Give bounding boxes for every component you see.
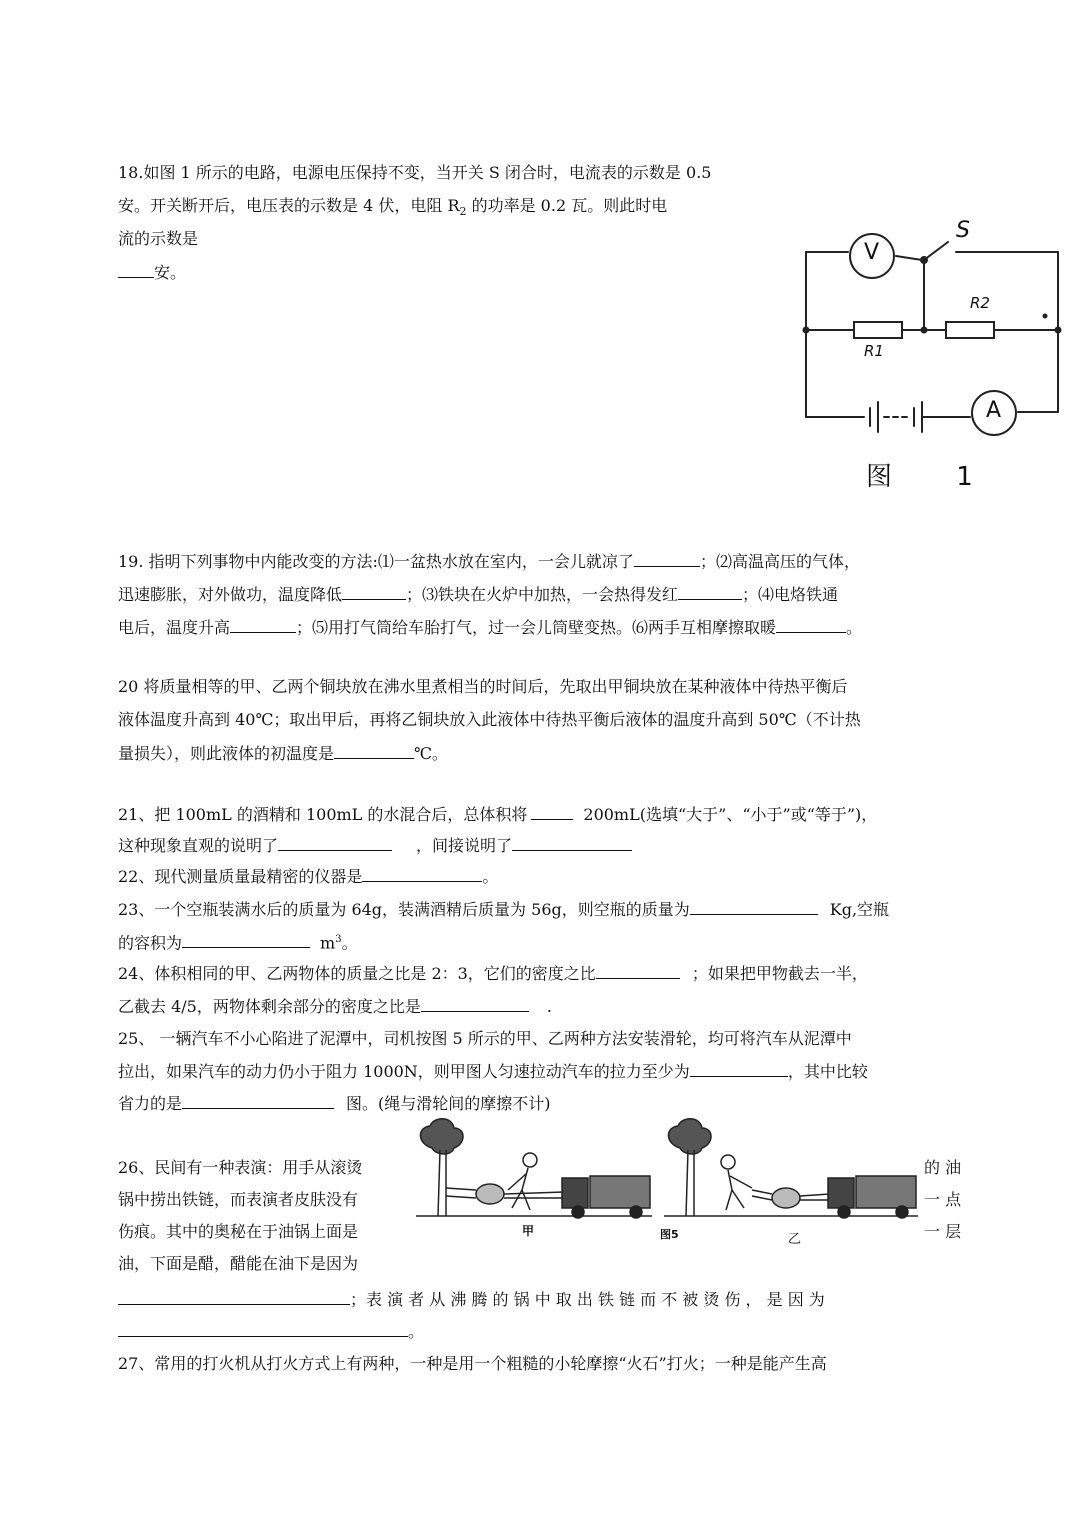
q18-r2-subscript: 2	[459, 205, 467, 219]
q22-blank[interactable]	[362, 866, 482, 882]
q19-line-2b: ；⑶铁块在火炉中加热，一会热得发红	[406, 585, 679, 604]
q26-line-5	[118, 1289, 825, 1310]
pulley-right	[772, 1188, 800, 1208]
q22-end: 。	[482, 867, 499, 886]
ammeter-label: A	[986, 398, 1002, 423]
q20-line-1: 20 将质量相等的甲、乙两个铜块放在沸水里煮相当的时间后，先取出甲铜块放在某种液体中待热平衡后	[118, 677, 848, 696]
q21-blank-1[interactable]	[531, 804, 573, 820]
q21-blank-3[interactable]	[512, 835, 632, 851]
q18-line-3: 流的示数是	[118, 229, 199, 248]
rope-to-truck-left	[504, 1192, 564, 1198]
q26-blank-2[interactable]	[118, 1321, 408, 1337]
q25-line-2b: ，其中比较	[787, 1062, 868, 1081]
q19-line-1	[118, 551, 860, 572]
q24-line-1a: 24、体积相同的甲、乙两物体的质量之比是 2：3，它们的密度之比	[118, 964, 596, 983]
q26-line-6	[118, 1321, 424, 1342]
q23-unit-m: m	[320, 933, 336, 953]
q26-blank-1[interactable]	[118, 1289, 350, 1305]
q19-blank-3[interactable]	[678, 584, 742, 600]
q24-line-1b: ；如果把甲物截去一半，	[691, 964, 868, 983]
figure-5-label-jia: 甲	[522, 1224, 535, 1238]
q25-line-3b: 图。(绳与滑轮间的摩擦不计)	[346, 1094, 551, 1113]
q23-line-2c: 。	[341, 933, 358, 953]
q26-line-3a: 伤痕。其中的奥秘在于油锅上面是	[118, 1222, 359, 1241]
q18-line-2	[118, 196, 667, 222]
q25-line-1: 25、 一辆汽车不小心陷进了泥潭中，司机按图 5 所示的甲、乙两种方法安装滑轮，均可将汽车从泥潭中	[118, 1029, 852, 1048]
switch-label: S	[956, 218, 970, 243]
q18-line-1: 18.如图 1 所示的电路，电源电压保持不变，当开关 S 闭合时，电流表的示数是 0.5	[118, 163, 712, 182]
q19-line-3	[118, 617, 862, 638]
q21-line-2a: 这种现象直观的说明了	[118, 836, 279, 855]
q24-line-2	[118, 996, 552, 1017]
q19-line-1a: 19. 指明下列事物中内能改变的方法:⑴一盆热水放在室内，一会儿就凉了	[118, 552, 634, 571]
q21-line-1a: 21、把 100mL 的酒精和 100mL 的水混合后，总体积将	[118, 805, 528, 824]
tree-trunk-left	[438, 1150, 446, 1216]
q21-line-2b: ，间接说明了	[416, 836, 513, 855]
person-body-right	[726, 1170, 752, 1210]
q18-line-4	[118, 262, 186, 283]
figure-5-caption: 图5	[660, 1228, 679, 1241]
q22-line	[118, 866, 498, 887]
q21-line-2	[118, 835, 632, 856]
q20-line-3	[118, 743, 448, 764]
q24-line-1	[118, 963, 868, 984]
q21-line-1b: 200mL(选填“大于”、“小于”或“等于”)，	[583, 805, 878, 824]
person-body-left	[508, 1168, 530, 1210]
q26-line-1b: 的 油	[924, 1158, 962, 1177]
q18-line-2a: 安。开关断开后，电压表的示数是 4 伏，电阻 R	[118, 196, 460, 215]
tree-crown-left	[420, 1119, 463, 1154]
q26-line-4: 油，下面是醋，醋能在油下是因为	[118, 1254, 359, 1273]
q23-line-1a: 23、一个空瓶装满水后的质量为 64g，装满酒精后质量为 56g，则空瓶的质量为	[118, 900, 690, 919]
r1-label: R1	[864, 342, 884, 360]
q23-line-1b: Kg,空瓶	[829, 900, 890, 919]
q19-blank-5[interactable]	[776, 617, 846, 633]
q19-blank-1[interactable]	[634, 551, 700, 567]
q21-line-1	[118, 804, 877, 825]
q25-line-2	[118, 1061, 868, 1082]
q20-line-3b: ℃。	[414, 744, 448, 763]
rope-left	[446, 1188, 476, 1198]
q26-line-1a: 26、民间有一种表演：用手从滚烫	[118, 1158, 363, 1177]
tree-crown-right	[668, 1119, 711, 1154]
figure-1-caption: 图 1	[866, 462, 1001, 492]
q23-line-1	[118, 899, 889, 920]
figure-5-pulley	[412, 1118, 920, 1252]
tree-trunk-right	[686, 1150, 694, 1216]
q26-line-6-end: 。	[408, 1322, 425, 1341]
top-mid-wire	[896, 256, 922, 260]
q19-line-2c: ；⑷电烙铁通	[742, 585, 839, 604]
q19-line-2	[118, 584, 838, 605]
q25-line-3	[118, 1093, 551, 1114]
q20-blank[interactable]	[334, 743, 414, 759]
q24-blank-2[interactable]	[421, 996, 529, 1012]
q22-text: 22、现代测量质量最精密的仪器是	[118, 867, 363, 886]
q21-blank-2[interactable]	[278, 835, 392, 851]
rope-right	[752, 1190, 772, 1200]
q26-line-2b: 一 点	[924, 1190, 962, 1209]
voltmeter-label: V	[864, 240, 880, 265]
q23-blank-1[interactable]	[690, 899, 818, 915]
truck-box-right	[856, 1176, 916, 1208]
pulley-left	[476, 1184, 504, 1204]
battery-cell-1	[870, 402, 878, 432]
q20-line-3a: 量损失），则此液体的初温度是	[118, 744, 335, 763]
truck-cab-left	[562, 1178, 588, 1208]
q18-unit: 安。	[154, 263, 187, 282]
q19-line-3c: 。	[846, 618, 863, 637]
person-head-right	[721, 1155, 735, 1169]
q26-line-2a: 锅中捞出铁链，而表演者皮肤没有	[118, 1190, 359, 1209]
q20-line-2: 液体温度升高到 40℃；取出甲后，再将乙铜块放入此液体中待热平衡后液体的温度升高到 50℃（不计热	[118, 710, 861, 729]
rope-to-truck-right	[800, 1194, 830, 1200]
q18-answer-blank[interactable]	[118, 262, 154, 278]
battery-cell-2	[914, 402, 922, 432]
q19-line-1b: ；⑵高温高压的气体，	[699, 552, 860, 571]
switch-blade	[924, 242, 948, 260]
q19-blank-4[interactable]	[230, 617, 296, 633]
q26-line-3b: 一 层	[924, 1222, 962, 1241]
q23-unit-sup: 3	[335, 934, 342, 945]
q19-line-2a: 迅速膨胀，对外做功，温度降低	[118, 585, 343, 604]
figure-5-label-yi: 乙	[788, 1232, 802, 1247]
resistor-r2	[946, 322, 994, 338]
q25-line-2a: 拉出，如果汽车的动力仍小于阻力 1000N，则甲图人匀速拉动汽车的拉力至少为	[118, 1062, 690, 1081]
figure-1-circuit	[790, 212, 1070, 502]
q23-blank-2[interactable]	[182, 932, 310, 948]
q25-blank-1[interactable]	[690, 1061, 788, 1077]
q26-line-5-text: ；表 演 者 从 沸 腾 的 锅 中 取 出 铁 链 而 不 被 烫 伤 ， 是 因 为	[350, 1290, 825, 1309]
q25-line-3a: 省力的是	[118, 1094, 183, 1113]
q19-blank-2[interactable]	[342, 584, 406, 600]
q23-line-2a: 的容积为	[118, 933, 183, 953]
truck-cab-right	[828, 1178, 854, 1208]
truck-box-left	[590, 1176, 650, 1208]
r2-label: R2	[970, 294, 990, 312]
q19-line-3b: ；⑸用打气筒给车胎打气，过一会儿筒壁变热。⑹两手互相摩擦取暖	[296, 618, 777, 637]
q23-line-2	[118, 930, 358, 953]
q18-line-2b: 的功率是 0.2 瓦。则此时电	[466, 196, 668, 215]
q19-line-3a: 电后，温度升高	[118, 618, 231, 637]
resistor-r1	[854, 322, 902, 338]
q25-blank-2[interactable]	[182, 1093, 334, 1109]
person-head-left	[523, 1153, 537, 1167]
q24-blank-1[interactable]	[596, 963, 680, 979]
q27-line-1: 27、常用的打火机从打火方式上有两种，一种是用一个粗糙的小轮摩擦“火石”打火；一种是能产生高	[118, 1354, 827, 1373]
q24-line-2a: 乙截去 4/5，两物体剩余部分的密度之比是	[118, 997, 421, 1016]
q24-line-2b: .	[546, 997, 552, 1016]
